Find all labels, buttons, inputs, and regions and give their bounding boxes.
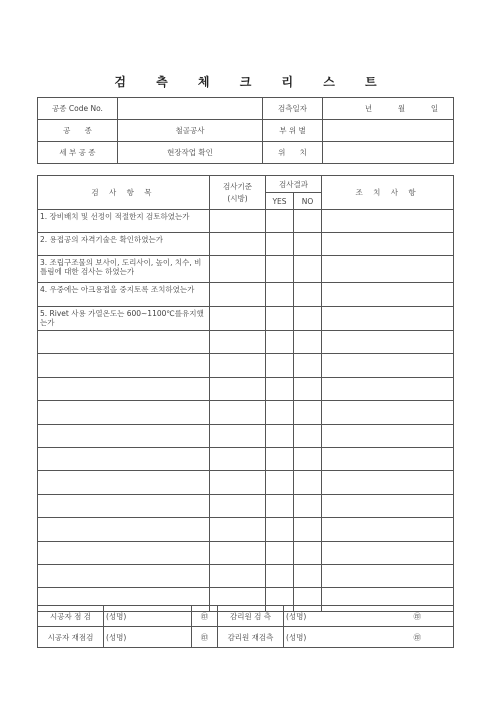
checklist-table <box>37 175 454 612</box>
no-cell[interactable] <box>294 210 322 233</box>
signoff-table <box>37 605 454 648</box>
empty-item-cell[interactable] <box>38 471 210 494</box>
checklist-item-4: 4. 우중에는 아크용접을 중지토록 조치하였는가 <box>38 283 210 307</box>
empty-item-cell[interactable] <box>38 447 210 470</box>
yes-cell[interactable] <box>266 471 294 494</box>
yes-cell[interactable] <box>266 447 294 470</box>
document-title: 검 측 체 크 리 스 트 <box>114 75 390 89</box>
item-header: 검 사 항 목 <box>38 176 210 210</box>
checklist-item-1: 1. 장비배치 및 선정이 적절한지 검토하였는가 <box>38 210 210 233</box>
action-cell[interactable] <box>322 210 454 233</box>
standard-cell[interactable] <box>210 564 266 587</box>
action-cell[interactable] <box>322 307 454 331</box>
sub-work-type-label: 세 부 공 종 <box>38 142 118 164</box>
action-cell[interactable] <box>322 401 454 424</box>
yes-cell[interactable] <box>266 494 294 517</box>
action-cell[interactable] <box>322 518 454 541</box>
empty-item-cell[interactable] <box>38 564 210 587</box>
empty-item-cell[interactable] <box>38 377 210 400</box>
checklist-item-2: 2. 용접공의 자격기술은 확인하였는가 <box>38 233 210 256</box>
action-cell[interactable] <box>322 377 454 400</box>
no-cell[interactable] <box>294 331 322 354</box>
supervisor-check-name[interactable]: (성명) <box>284 606 382 627</box>
part-field[interactable] <box>323 120 454 142</box>
yes-cell[interactable] <box>266 518 294 541</box>
contractor-recheck-name[interactable]: (성명) <box>104 627 192 648</box>
yes-cell[interactable] <box>266 354 294 377</box>
yes-cell[interactable] <box>266 256 294 283</box>
contractor-recheck-label: 시공자 재점검 <box>38 627 104 648</box>
standard-cell[interactable] <box>210 210 266 233</box>
action-cell[interactable] <box>322 541 454 564</box>
checklist-item-3: 3. 조립구조물의 보사이, 도리사이, 높이, 치수, 비틀림에 대한 검사는 하였는가 <box>38 256 210 283</box>
work-code-label: 공종 Code No. <box>38 98 118 120</box>
action-cell[interactable] <box>322 564 454 587</box>
no-cell[interactable] <box>294 518 322 541</box>
standard-header <box>210 176 266 210</box>
checklist-item-5: 5. Rivet 사용 가열온도는 600~1100℃를유지했는가 <box>38 307 210 331</box>
yes-cell[interactable] <box>266 541 294 564</box>
yes-cell[interactable] <box>266 307 294 331</box>
no-cell[interactable] <box>294 354 322 377</box>
seal-icon: ㊞ <box>192 606 218 627</box>
seal-icon: ㊞ <box>382 627 454 648</box>
no-cell[interactable] <box>294 233 322 256</box>
standard-cell[interactable] <box>210 307 266 331</box>
standard-cell[interactable] <box>210 447 266 470</box>
seal-icon: ㊞ <box>382 606 454 627</box>
no-cell[interactable] <box>294 541 322 564</box>
work-code-field[interactable] <box>118 98 263 120</box>
standard-cell[interactable] <box>210 283 266 307</box>
action-cell[interactable] <box>322 494 454 517</box>
action-cell[interactable] <box>322 354 454 377</box>
action-cell[interactable] <box>322 471 454 494</box>
no-cell[interactable] <box>294 401 322 424</box>
location-field[interactable] <box>323 142 454 164</box>
standard-cell[interactable] <box>210 424 266 447</box>
sub-work-type-field[interactable]: 현장작업 확인 <box>118 142 263 164</box>
yes-cell[interactable] <box>266 331 294 354</box>
no-cell[interactable] <box>294 471 322 494</box>
result-header: 검사결과 <box>266 176 322 193</box>
action-cell[interactable] <box>322 283 454 307</box>
action-cell[interactable] <box>322 447 454 470</box>
standard-cell[interactable] <box>210 471 266 494</box>
empty-item-cell[interactable] <box>38 354 210 377</box>
yes-cell[interactable] <box>266 401 294 424</box>
no-cell[interactable] <box>294 307 322 331</box>
no-cell[interactable] <box>294 256 322 283</box>
empty-item-cell[interactable] <box>38 541 210 564</box>
seal-icon: ㊞ <box>192 627 218 648</box>
work-type-field[interactable]: 철골공사 <box>118 120 263 142</box>
no-cell[interactable] <box>294 424 322 447</box>
location-label: 위 치 <box>263 142 323 164</box>
action-cell[interactable] <box>322 331 454 354</box>
standard-cell[interactable] <box>210 331 266 354</box>
contractor-check-label: 시공자 점 검 <box>38 606 104 627</box>
supervisor-recheck-label: 감리원 재검측 <box>218 627 284 648</box>
standard-cell[interactable] <box>210 354 266 377</box>
inspection-date-field[interactable] <box>323 98 454 120</box>
empty-item-cell[interactable] <box>38 401 210 424</box>
contractor-check-name[interactable]: (성명) <box>104 606 192 627</box>
empty-item-cell[interactable] <box>38 494 210 517</box>
yes-cell[interactable] <box>266 424 294 447</box>
year-label: 년 <box>364 104 373 113</box>
inspection-date-label: 검측일자 <box>263 98 323 120</box>
no-cell[interactable] <box>294 377 322 400</box>
empty-item-cell[interactable] <box>38 424 210 447</box>
header-table <box>37 97 454 164</box>
no-header: NO <box>294 193 322 210</box>
standard-cell[interactable] <box>210 541 266 564</box>
yes-cell[interactable] <box>266 233 294 256</box>
no-cell[interactable] <box>294 447 322 470</box>
day-label: 일 <box>430 104 439 113</box>
action-cell[interactable] <box>322 256 454 283</box>
part-label: 부 위 별 <box>263 120 323 142</box>
supervisor-recheck-name[interactable]: (성명) <box>284 627 382 648</box>
action-header: 조 치 사 항 <box>322 176 454 210</box>
standard-cell[interactable] <box>210 233 266 256</box>
yes-cell[interactable] <box>266 564 294 587</box>
standard-cell[interactable] <box>210 401 266 424</box>
standard-cell[interactable] <box>210 494 266 517</box>
yes-header: YES <box>266 193 294 210</box>
empty-item-cell[interactable] <box>38 518 210 541</box>
standard-header-line1: 검사기준 <box>223 181 252 191</box>
no-cell[interactable] <box>294 283 322 307</box>
standard-cell[interactable] <box>210 518 266 541</box>
no-cell[interactable] <box>294 494 322 517</box>
yes-cell[interactable] <box>266 210 294 233</box>
standard-cell[interactable] <box>210 377 266 400</box>
month-label: 월 <box>397 104 406 113</box>
yes-cell[interactable] <box>266 283 294 307</box>
no-cell[interactable] <box>294 564 322 587</box>
yes-cell[interactable] <box>266 377 294 400</box>
supervisor-check-label: 감리원 검 측 <box>218 606 284 627</box>
empty-item-cell[interactable] <box>38 331 210 354</box>
standard-header-line2: (시방) <box>227 193 248 203</box>
action-cell[interactable] <box>322 424 454 447</box>
action-cell[interactable] <box>322 233 454 256</box>
standard-cell[interactable] <box>210 256 266 283</box>
work-type-label: 공 종 <box>38 120 118 142</box>
